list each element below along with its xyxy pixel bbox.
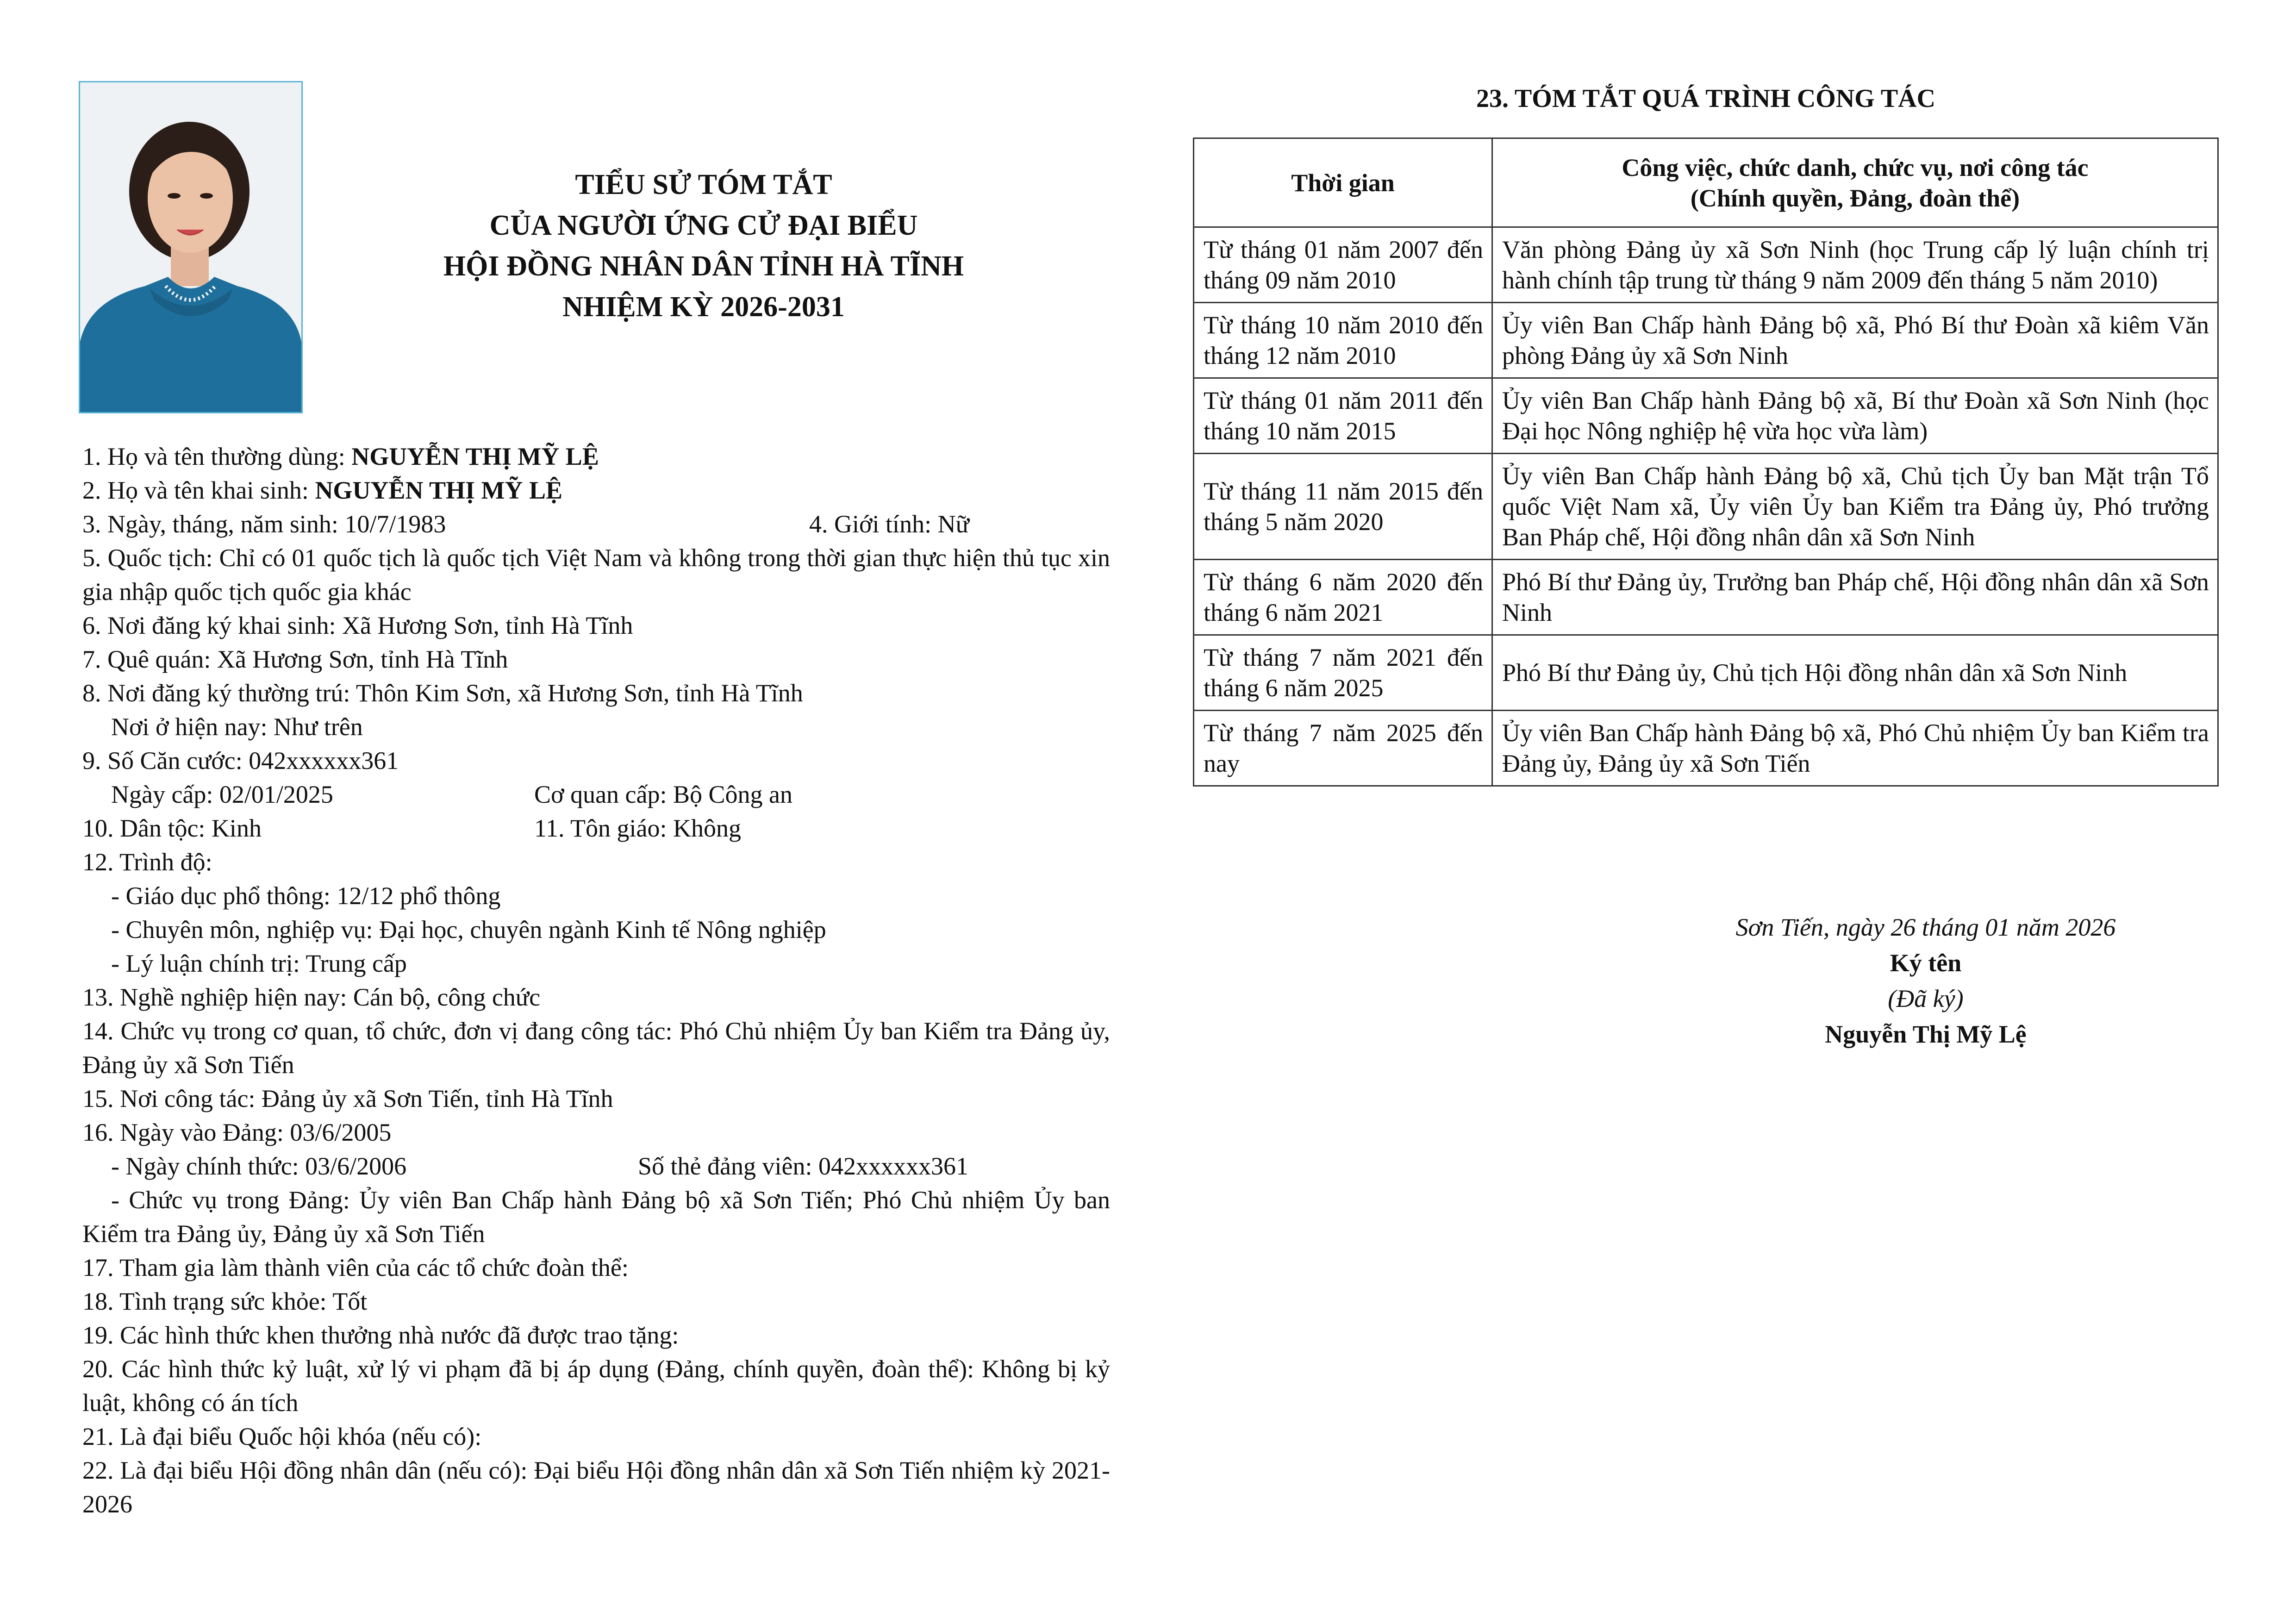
row-time: Từ tháng 01 năm 2007 đến tháng 09 năm 2010 [1194, 227, 1492, 303]
title-line-1: TIỂU SỬ TÓM TẮT [575, 169, 832, 200]
field-party-position: - Chức vụ trong Đảng: Ủy viên Ban Chấp hành Đảng bộ xã Sơn Tiến; Phó Chủ nhiệm Ủy ban Kiểm tra Đảng ủy, Đảng ủy xã Sơn Tiến [82, 1186, 1110, 1248]
field-birth-registration: 6. Nơi đăng ký khai sinh: Xã Hương Sơn, tỉnh Hà Tĩnh [82, 612, 633, 639]
field-education-general: - Giáo dục phổ thông: 12/12 phổ thông [111, 882, 501, 910]
row-job: Ủy viên Ban Chấp hành Đảng bộ xã, Chủ tịch Ủy ban Mặt trận Tổ quốc Việt Nam xã, Ủy viên Ủy ban Kiểm tra Đảng ủy, Phó trưởng Ban Pháp chế, Hội đồng nhân dân xã Sơn Ninh [1492, 454, 2218, 560]
title-line-3: HỘI ĐỒNG NHÂN DÂN TỈNH HÀ TĨNH [443, 250, 964, 282]
title-line-2: CỦA NGƯỜI ỨNG CỬ ĐẠI BIỂU [489, 210, 918, 241]
table-row [1194, 227, 2218, 303]
field-ethnicity-religion [82, 812, 1110, 845]
field-education-professional: - Chuyên môn, nghiệp vụ: Đại học, chuyên ngành Kinh tế Nông nghiệp [111, 916, 826, 943]
table-row [1194, 711, 2218, 786]
work-history-title: 23. TÓM TẮT QUÁ TRÌNH CÔNG TÁC [1476, 84, 1936, 113]
portrait-image [80, 82, 301, 412]
table-row [1194, 454, 2218, 560]
field-gender: 4. Giới tính: Nữ [809, 510, 969, 538]
signature-block [1648, 910, 2203, 1052]
field-hometown: 7. Quê quán: Xã Hương Sơn, tỉnh Hà Tĩnh [82, 645, 508, 673]
field-current-residence: Nơi ở hiện nay: Như trên [111, 713, 363, 741]
column-header-time: Thời gian [1194, 138, 1492, 227]
field-peoples-council: 22. Là đại biểu Hội đồng nhân dân (nếu có): Đại biểu Hội đồng nhân dân xã Sơn Tiến nhiệm kỳ 2021-2026 [82, 1456, 1110, 1518]
field-ethnicity: 10. Dân tộc: Kinh [82, 814, 262, 842]
field-health: 18. Tình trạng sức khỏe: Tốt [82, 1287, 368, 1315]
row-job: Ủy viên Ban Chấp hành Đảng bộ xã, Bí thư Đoàn xã Sơn Ninh (học Đại học Nông nghiệp hệ vừa học vừa làm) [1492, 378, 2218, 454]
row-time: Từ tháng 7 năm 2021 đến tháng 6 năm 2025 [1194, 635, 1492, 711]
field-nationality: 5. Quốc tịch: Chỉ có 01 quốc tịch là quốc tịch Việt Nam và không trong thời gian thực hiện thủ tục xin gia nhập quốc tịch quốc gia khác [82, 544, 1110, 606]
row-job: Ủy viên Ban Chấp hành Đảng bộ xã, Phó Bí thư Đoàn xã kiêm Văn phòng Đảng ủy xã Sơn Ninh [1492, 303, 2218, 378]
field-common-name: 1. Họ và tên thường dùng: NGUYỄN THỊ MỸ LỆ [82, 443, 599, 470]
field-religion: 11. Tôn giáo: Không [534, 814, 741, 842]
signature-note: (Đã ký) [1888, 985, 1964, 1012]
table-header-row [1194, 138, 2218, 227]
id-issue-agency: Cơ quan cấp: Bộ Công an [534, 781, 792, 808]
table-row [1194, 560, 2218, 635]
common-name-value: NGUYỄN THỊ MỸ LỆ [351, 443, 599, 470]
field-permanent-residence: 8. Nơi đăng ký thường trú: Thôn Kim Sơn, xã Hương Sơn, tỉnh Hà Tĩnh [82, 679, 803, 707]
field-education: 12. Trình độ: [82, 848, 212, 876]
candidate-photo [79, 81, 303, 413]
field-birth-name: 2. Họ và tên khai sinh: NGUYỄN THỊ MỸ LỆ [82, 476, 563, 504]
work-history-table [1193, 137, 2219, 787]
field-party-join: 16. Ngày vào Đảng: 03/6/2005 [82, 1118, 392, 1146]
row-time: Từ tháng 6 năm 2020 đến tháng 6 năm 2021 [1194, 560, 1492, 635]
field-dob: 3. Ngày, tháng, năm sinh: 10/7/1983 [82, 510, 446, 538]
row-time: Từ tháng 10 năm 2010 đến tháng 12 năm 2010 [1194, 303, 1492, 378]
table-row [1194, 378, 2218, 454]
field-organizations: 17. Tham gia làm thành viên của các tổ chức đoàn thể: [82, 1254, 629, 1281]
signer-name: Nguyễn Thị Mỹ Lệ [1825, 1020, 2027, 1048]
row-job: Văn phòng Đảng ủy xã Sơn Ninh (học Trung cấp lý luận chính trị hành chính tập trung từ tháng 9 năm 2009 đến tháng 5 năm 2010) [1492, 227, 2218, 303]
field-id-number: 9. Số Căn cước: 042xxxxxx361 [82, 747, 399, 775]
signature-label: Ký tên [1890, 949, 1962, 977]
column-header-job: Công việc, chức danh, chức vụ, nơi công tác (Chính quyền, Đảng, đoàn thể) [1492, 138, 2218, 227]
field-occupation: 13. Nghề nghiệp hiện nay: Cán bộ, công chức [82, 983, 541, 1011]
title-line-4: NHIỆM KỲ 2026-2031 [562, 291, 845, 323]
table-row [1194, 635, 2218, 711]
field-education-political: - Lý luận chính trị: Trung cấp [111, 949, 407, 977]
party-official-date: - Ngày chính thức: 03/6/2006 [111, 1152, 407, 1180]
row-time: Từ tháng 11 năm 2015 đến tháng 5 năm 2020 [1194, 454, 1492, 560]
field-discipline: 20. Các hình thức kỷ luật, xử lý vi phạm đã bị áp dụng (Đảng, chính quyền, đoàn thể): Không bị kỷ luật, không có án tích [82, 1355, 1110, 1417]
row-job: Phó Bí thư Đảng ủy, Chủ tịch Hội đồng nhân dân xã Sơn Ninh [1492, 635, 2218, 711]
row-time: Từ tháng 7 năm 2025 đến nay [1194, 711, 1492, 786]
field-national-assembly: 21. Là đại biểu Quốc hội khóa (nếu có): [82, 1423, 482, 1450]
signature-date: Sơn Tiến, ngày 26 tháng 01 năm 2026 [1735, 913, 2116, 941]
field-id-issue [82, 778, 1110, 812]
row-job: Phó Bí thư Đảng ủy, Trưởng ban Pháp chế, Hội đồng nhân dân xã Sơn Ninh [1492, 560, 2218, 635]
document-title [352, 164, 1055, 327]
biography-fields [82, 440, 1110, 1521]
table-row [1194, 303, 2218, 378]
field-dob-gender [82, 507, 1110, 541]
field-workplace: 15. Nơi công tác: Đảng ủy xã Sơn Tiến, tỉnh Hà Tĩnh [82, 1085, 613, 1112]
row-job: Ủy viên Ban Chấp hành Đảng bộ xã, Phó Chủ nhiệm Ủy ban Kiểm tra Đảng ủy, Đảng ủy xã Sơn Tiến [1492, 711, 2218, 786]
row-time: Từ tháng 01 năm 2011 đến tháng 10 năm 2015 [1194, 378, 1492, 454]
field-party-official [82, 1149, 1110, 1183]
field-awards: 19. Các hình thức khen thưởng nhà nước đã được trao tặng: [82, 1321, 679, 1349]
id-issue-date: Ngày cấp: 02/01/2025 [111, 781, 333, 808]
birth-name-value: NGUYỄN THỊ MỸ LỆ [315, 476, 563, 504]
party-card-number: Số thẻ đảng viên: 042xxxxxx361 [638, 1152, 968, 1180]
field-position: 14. Chức vụ trong cơ quan, tổ chức, đơn vị đang công tác: Phó Chủ nhiệm Ủy ban Kiểm tra Đảng ủy, Đảng ủy xã Sơn Tiến [82, 1017, 1110, 1079]
